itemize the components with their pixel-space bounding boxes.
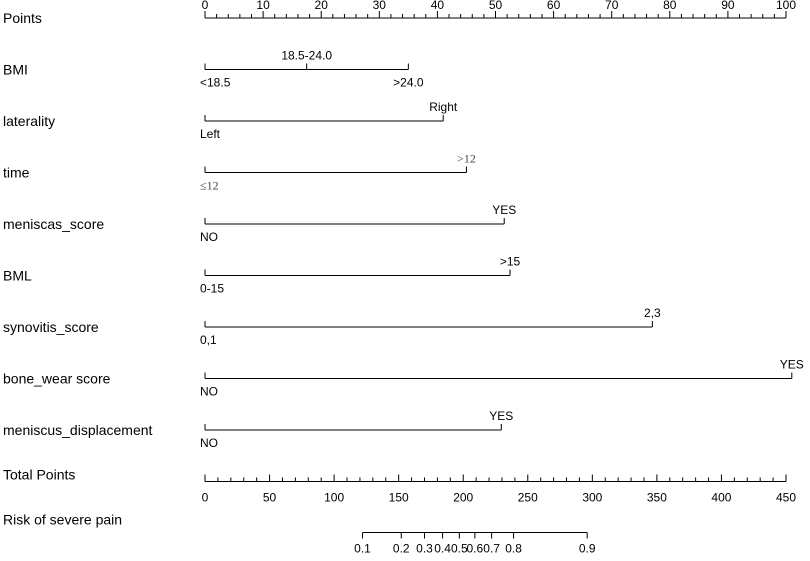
level-label: Left [200, 127, 221, 141]
points-tick-label: 80 [663, 0, 677, 12]
points-tick-label: 30 [372, 0, 386, 12]
risk-tick-label: 0.9 [578, 541, 596, 556]
risk-tick-label: 0.1 [354, 541, 371, 556]
total-points-tick-label: 150 [388, 490, 409, 505]
risk-tick-label: 0.6 [466, 541, 484, 556]
risk-axis-label: Risk of severe pain [3, 511, 123, 528]
level-label: YES [489, 409, 514, 423]
points-tick-label: 10 [256, 0, 270, 12]
risk-tick-label: 0.5 [451, 541, 468, 556]
points-tick-label: 60 [546, 0, 561, 12]
variable-label: BMI [3, 61, 28, 78]
points-tick-label: 100 [775, 0, 797, 12]
total-points-tick-label: 350 [646, 490, 667, 505]
total-points-tick-label: 0 [201, 490, 209, 505]
points-tick-label: 20 [314, 0, 328, 12]
level-label: NO [200, 384, 218, 399]
points-tick-label: 40 [430, 0, 445, 12]
total-points-tick-label: 450 [775, 490, 797, 505]
level-label: YES [779, 357, 804, 372]
level-label: Right [429, 100, 458, 114]
variable-label: synovitis_score [3, 319, 99, 335]
level-label: 2,3 [644, 306, 661, 320]
risk-tick-label: 0.7 [483, 541, 500, 556]
variable-label: BML [3, 267, 32, 284]
risk-tick-label: 0.2 [392, 541, 410, 556]
points-tick-label: 70 [605, 0, 619, 12]
level-label: YES [492, 203, 517, 217]
level-label: >12 [457, 151, 476, 166]
points-tick-label: 90 [721, 0, 735, 12]
total-points-tick-label: 100 [324, 490, 345, 505]
level-label: ≤12 [200, 178, 219, 193]
total-points-tick-label: 400 [711, 490, 732, 505]
points-tick-label: 0 [201, 0, 209, 12]
level-label: >15 [499, 254, 521, 269]
variable-label: meniscus_displacement [3, 422, 153, 438]
level-label: 0,1 [200, 333, 217, 347]
total-points-axis-label: Total Points [3, 466, 76, 483]
points-axis-label: Points [3, 10, 42, 26]
variable-label: laterality [3, 113, 56, 129]
total-points-tick-label: 200 [453, 490, 474, 505]
risk-tick-label: 0.4 [434, 541, 451, 556]
risk-tick-label: 0.8 [505, 541, 522, 556]
variable-label: meniscas_score [3, 216, 105, 232]
total-points-tick-label: 300 [582, 490, 603, 505]
level-label: 0-15 [200, 281, 225, 296]
total-points-tick-label: 250 [517, 490, 538, 505]
points-tick-label: 50 [488, 0, 503, 12]
variable-label: time [3, 164, 30, 181]
level-label: NO [200, 436, 218, 450]
level-label: NO [200, 230, 218, 244]
variable-label: bone_wear score [3, 370, 111, 387]
risk-tick-label: 0.3 [416, 541, 433, 556]
total-points-tick-label: 50 [262, 490, 277, 505]
level-label: <18.5 [200, 75, 231, 90]
level-label: >24.0 [393, 75, 424, 90]
level-label: 18.5-24.0 [281, 48, 333, 63]
